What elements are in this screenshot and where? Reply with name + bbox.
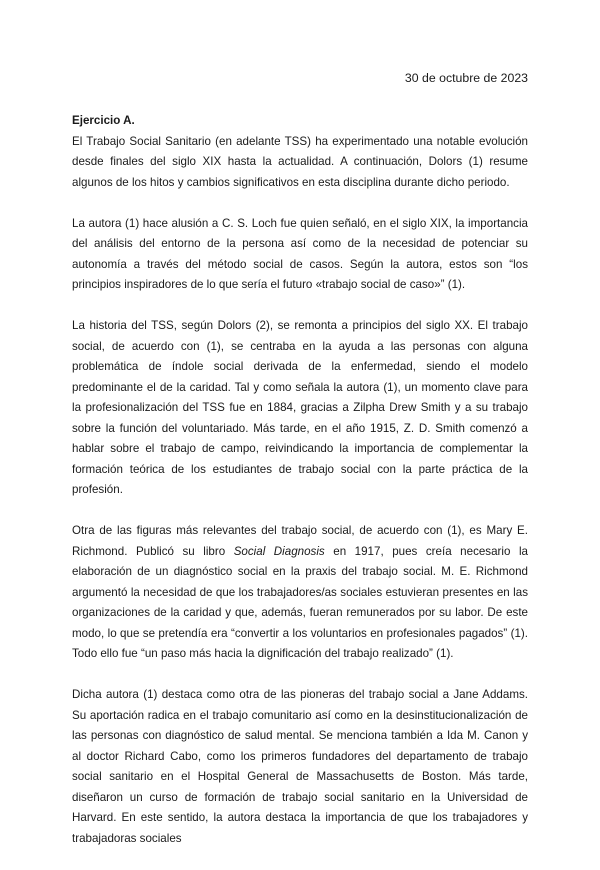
paragraph-history: La historia del TSS, según Dolors (2), se remonta a principios del siglo XX. El trabajo social, de acuerdo con (1), se centraba en la ayuda a las personas con alguna problemática de índole social derivada de la enfermedad, siendo el modelo predominante el de la caridad. Tal y como señala la autora (1), un momento clave para la profesionalización del TSS fue en 1884, gracias a Zilpha Drew Smith y a su trabajo sobre la función del voluntariado. Más tarde, en el año 1915, Z. D. Smith comenzó a hablar sobre el trabajo de campo, reivindicando la importancia de complementar la formación teórica de los estudiantes de trabajo social con la parte práctica de la profesión. — [72, 319, 528, 496]
paragraph-richmond-text-1: Otra de las figuras más relevantes del trabajo social, de acuerdo con (1), es Mary E. Richmond. Publicó su libro — [72, 524, 528, 558]
paragraph-richmond-text-2: en 1917, pues creía necesario la elaboración de un diagnóstico social en la praxis del trabajo social. M. E. Richmond argumentó la necesidad de que los trabajadores/as sociales estuvieran presentes en las organizaciones de la caridad y que, además, fueran remunerados por su labor. De este modo, lo que se pretendía era “convertir a los voluntarios en profesionales pagados” (1). Todo ello fue “un paso más hacia la dignificación del trabajo realizado” (1). — [72, 544, 528, 660]
paragraph-addams: Dicha autora (1) destaca como otra de las pioneras del trabajo social a Jane Addams. Su aportación radica en el trabajo comunitario así como en la desinstitucionalización de las personas con diagnóstico de salud mental. Se menciona también a Ida M. Canon y al doctor Richard Cabo, como los primeros fundadores del departamento de trabajo social sanitario en el Hospital General de Massachusetts de Boston. Más tarde, diseñaron un curso de formación de trabajo social sanitario en la Universidad de Harvard. En este sentido, la autora destaca la importancia de que los trabajadores y trabajadoras sociales — [72, 688, 528, 845]
book-title: Social Diagnosis — [233, 544, 325, 558]
paragraph-intro: El Trabajo Social Sanitario (en adelante TSS) ha experimentado una notable evolución desde finales del siglo XIX hasta la actualidad. A continuación, Dolors (1) resume algunos de los hitos y cambios significativos en esta disciplina durante dicho periodo. — [72, 134, 528, 189]
paragraph-loch: La autora (1) hace alusión a C. S. Loch fue quien señaló, en el siglo XIX, la importancia del análisis del entorno de la persona así como de la necesidad de potenciar su autonomía a través del método social de casos. Según la autora, estos son “los principios inspiradores de lo que sería el futuro «trabajo social de caso»” (1). — [72, 216, 528, 291]
paragraph-richmond — [72, 521, 528, 665]
document-page — [72, 70, 528, 870]
exercise-heading: Ejercicio A. — [72, 114, 135, 127]
document-date: 30 de octubre de 2023 — [404, 71, 528, 85]
